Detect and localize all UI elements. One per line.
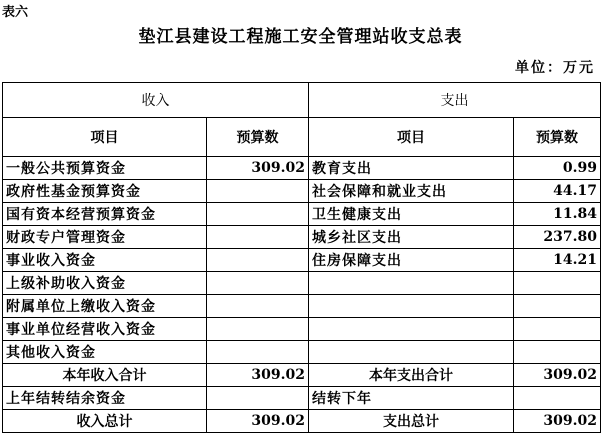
grand-total-row <box>3 410 601 433</box>
income-value-cell <box>207 272 309 295</box>
income-item-cell: 国有资本经营预算资金 <box>3 203 207 226</box>
carry-in-value <box>207 387 309 410</box>
carry-out-value <box>514 387 601 410</box>
carry-out-label: 结转下年 <box>309 387 514 410</box>
expense-item-cell <box>309 341 514 364</box>
income-item-cell: 附属单位上缴收入资金 <box>3 295 207 318</box>
unit-label: 单位：万元 <box>515 60 595 76</box>
carry-in-label: 上年结转结余资金 <box>3 387 207 410</box>
income-value-cell <box>207 180 309 203</box>
income-value-cell <box>207 226 309 249</box>
page-title: 垫江县建设工程施工安全管理站收支总表 <box>138 27 463 47</box>
budget-table <box>2 82 601 433</box>
expense-value-cell <box>514 341 601 364</box>
carry-over-row <box>3 387 601 410</box>
table-row <box>3 157 601 180</box>
income-value-cell <box>207 203 309 226</box>
income-value-cell <box>207 341 309 364</box>
table-row <box>3 318 601 341</box>
income-budget-header: 预算数 <box>207 118 309 157</box>
income-header: 收入 <box>3 83 309 118</box>
year-expense-value: 309.02 <box>514 364 601 387</box>
expense-value-cell: 237.80 <box>514 226 601 249</box>
expense-item-cell: 教育支出 <box>309 157 514 180</box>
table-row <box>3 203 601 226</box>
expense-value-cell: 0.99 <box>514 157 601 180</box>
expense-item-header: 项目 <box>309 118 514 157</box>
expense-header: 支出 <box>309 83 601 118</box>
expense-value-cell <box>514 295 601 318</box>
expense-item-cell: 城乡社区支出 <box>309 226 514 249</box>
year-income-value: 309.02 <box>207 364 309 387</box>
expense-value-cell <box>514 318 601 341</box>
expense-item-cell: 卫生健康支出 <box>309 203 514 226</box>
income-value-cell <box>207 295 309 318</box>
expense-item-cell <box>309 272 514 295</box>
table-row <box>3 180 601 203</box>
income-item-cell: 事业收入资金 <box>3 249 207 272</box>
table-row <box>3 249 601 272</box>
year-total-row <box>3 364 601 387</box>
income-value-cell <box>207 318 309 341</box>
expense-item-cell: 住房保障支出 <box>309 249 514 272</box>
table-row <box>3 226 601 249</box>
expense-item-cell: 社会保障和就业支出 <box>309 180 514 203</box>
income-item-cell: 一般公共预算资金 <box>3 157 207 180</box>
total-expense-value: 309.02 <box>514 410 601 433</box>
expense-item-cell <box>309 295 514 318</box>
table-row <box>3 295 601 318</box>
income-item-cell: 财政专户管理资金 <box>3 226 207 249</box>
total-income-value: 309.02 <box>207 410 309 433</box>
year-expense-label: 本年支出合计 <box>309 364 514 387</box>
income-item-cell: 上级补助收入资金 <box>3 272 207 295</box>
expense-value-cell: 14.21 <box>514 249 601 272</box>
income-item-cell: 政府性基金预算资金 <box>3 180 207 203</box>
income-item-cell: 事业单位经营收入资金 <box>3 318 207 341</box>
expense-value-cell: 11.84 <box>514 203 601 226</box>
table-row <box>3 341 601 364</box>
year-income-label: 本年收入合计 <box>3 364 207 387</box>
total-expense-label: 支出总计 <box>309 410 514 433</box>
section-header-row <box>3 83 601 118</box>
income-item-cell: 其他收入资金 <box>3 341 207 364</box>
income-value-cell: 309.02 <box>207 157 309 180</box>
table-label: 表六 <box>2 5 29 20</box>
income-item-header: 项目 <box>3 118 207 157</box>
income-value-cell <box>207 249 309 272</box>
expense-value-cell: 44.17 <box>514 180 601 203</box>
expense-value-cell <box>514 272 601 295</box>
table-row <box>3 272 601 295</box>
expense-item-cell <box>309 318 514 341</box>
expense-budget-header: 预算数 <box>514 118 601 157</box>
column-header-row <box>3 118 601 157</box>
total-income-label: 收入总计 <box>3 410 207 433</box>
